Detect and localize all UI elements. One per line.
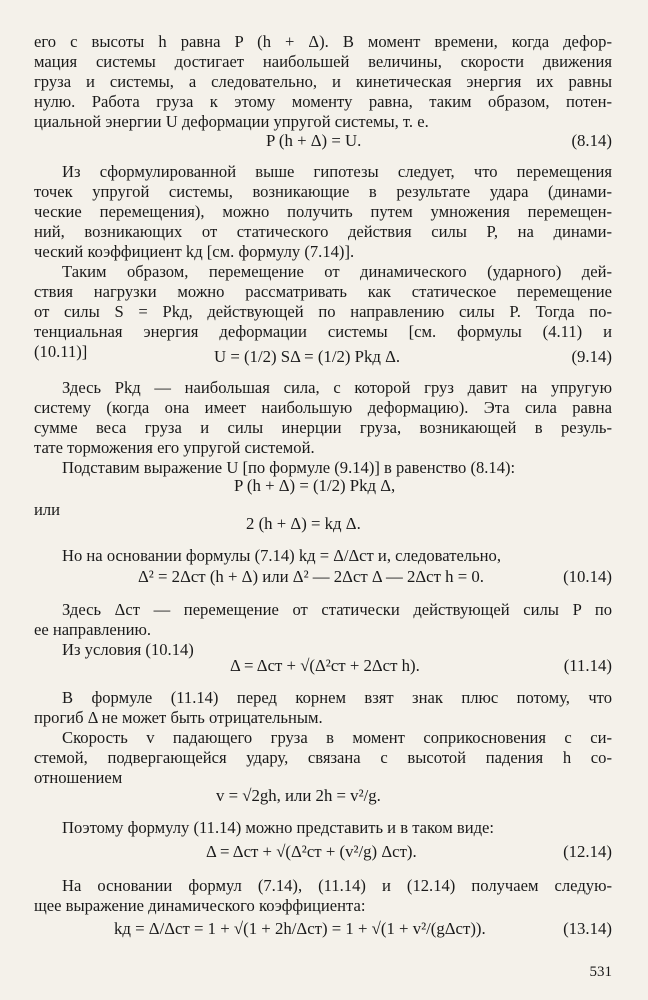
text-line: ний, возникающих от статического действия силы P, на динами-: [34, 222, 612, 241]
text-line: его с высоты h равна P (h + Δ). В момент времени, когда дефор-: [34, 32, 612, 51]
text-line: Скорость v падающего груза в момент соприкосновения с си-: [62, 728, 612, 747]
equation-formula: P (h + Δ) = U.: [266, 131, 362, 150]
text-line: тате торможения его упругой системой.: [34, 438, 315, 457]
text-line: от силы S = Pkд, действующей по направлению силы P. Тогда по-: [34, 302, 612, 321]
text-line: стемой, подвергающейся удару, связана с высотой падения h со-: [34, 748, 612, 767]
equation-number: (10.14): [563, 567, 612, 586]
equation-formula: Δ² = 2Δст (h + Δ) или Δ² — 2Δст Δ — 2Δст h = 0.: [138, 567, 484, 586]
text-line: ческие перемещения), можно получить путем умножения перемещен-: [34, 202, 612, 221]
text-line: Подставим выражение U [по формуле (9.14)] в равенство (8.14):: [62, 458, 516, 477]
equation-number: (12.14): [563, 842, 612, 861]
equation-number: (11.14): [563, 656, 612, 675]
equation-11-14: [34, 654, 612, 678]
text-line: Из сформулированной выше гипотезы следует, что перемещения: [62, 162, 612, 181]
text-line: точек упругой системы, возникающие в результате удара (динами-: [34, 182, 612, 201]
equation-formula: Δ = Δст + √(Δ²ст + (v²/g) Δст).: [206, 842, 417, 861]
equation-formula: P (h + Δ) = (1/2) Pkд Δ,: [234, 476, 396, 495]
text-line: нулю. Работа груза к этому моменту равна, таким образом, потен-: [34, 92, 612, 111]
text-line: Поэтому формулу (11.14) можно представить и в таком виде:: [62, 818, 494, 837]
text-line: щее выражение динамического коэффициента:: [34, 896, 366, 915]
text-line: Из условия (10.14): [62, 640, 194, 659]
equation-number: (13.14): [563, 919, 612, 938]
equation-substitution: [34, 474, 612, 498]
text-line: прогиб Δ не может быть отрицательным.: [34, 708, 323, 727]
equation-velocity: [34, 784, 612, 808]
text-line: На основании формул (7.14), (11.14) и (12.14) получаем следую-: [62, 876, 612, 895]
text-line: тенциальная энергия деформации системы [см. формулы (4.11) и: [34, 322, 612, 341]
equation-formula: 2 (h + Δ) = kд Δ.: [246, 514, 361, 533]
equation-formula: v = √2gh, или 2h = v²/g.: [216, 786, 381, 805]
equation-formula: Δ = Δст + √(Δ²ст + 2Δст h).: [230, 656, 420, 675]
text-line: Здесь Δст — перемещение от статически действующей силы P по: [62, 600, 612, 619]
text-line: ствия нагрузки можно рассматривать как статическое перемещение: [34, 282, 612, 301]
equation-simplified: [34, 512, 612, 536]
text-line: систему (когда она имеет наибольшую деформацию). Эта сила равна: [34, 398, 612, 417]
text-line: или: [34, 500, 61, 519]
text-line: груза и системы, а следовательно, и кинетическая энергия их равны: [34, 72, 612, 91]
text-line: сумме веса груза и силы инерции груза, возникающей в резуль-: [34, 418, 612, 437]
page-number: 531: [589, 964, 612, 980]
equation-9-14: [34, 345, 612, 369]
text-line: ческий коэффициент kд [см. формулу (7.14)].: [34, 242, 355, 261]
text-line: Здесь Pkд — наибольшая сила, с которой груз давит на упругую: [62, 378, 612, 397]
equation-13-14: [34, 917, 612, 941]
equation-8-14: [34, 129, 612, 153]
text-line: отношением: [34, 768, 123, 787]
equation-number: (9.14): [571, 347, 612, 366]
text-line: Но на основании формулы (7.14) kд = Δ/Δст и, следовательно,: [62, 546, 501, 565]
equation-formula: U = (1/2) SΔ = (1/2) Pkд Δ.: [214, 347, 401, 366]
text-line: Таким образом, перемещение от динамического (ударного) дей-: [62, 262, 612, 281]
equation-10-14: [34, 565, 612, 589]
text-line: мация системы достигает наибольшей величины, скорости движения: [34, 52, 612, 71]
text-line: В формуле (11.14) перед корнем взят знак плюс потому, что: [62, 688, 612, 707]
equation-number: (8.14): [571, 131, 612, 150]
text-line: (10.11)]: [34, 342, 88, 361]
text-line: ее направлению.: [34, 620, 152, 639]
equation-12-14: [34, 840, 612, 864]
text-line: циальной энергии U деформации упругой системы, т. е.: [34, 112, 429, 131]
equation-formula: kд = Δ/Δст = 1 + √(1 + 2h/Δст) = 1 + √(1 + v²/(gΔст)).: [114, 919, 486, 938]
